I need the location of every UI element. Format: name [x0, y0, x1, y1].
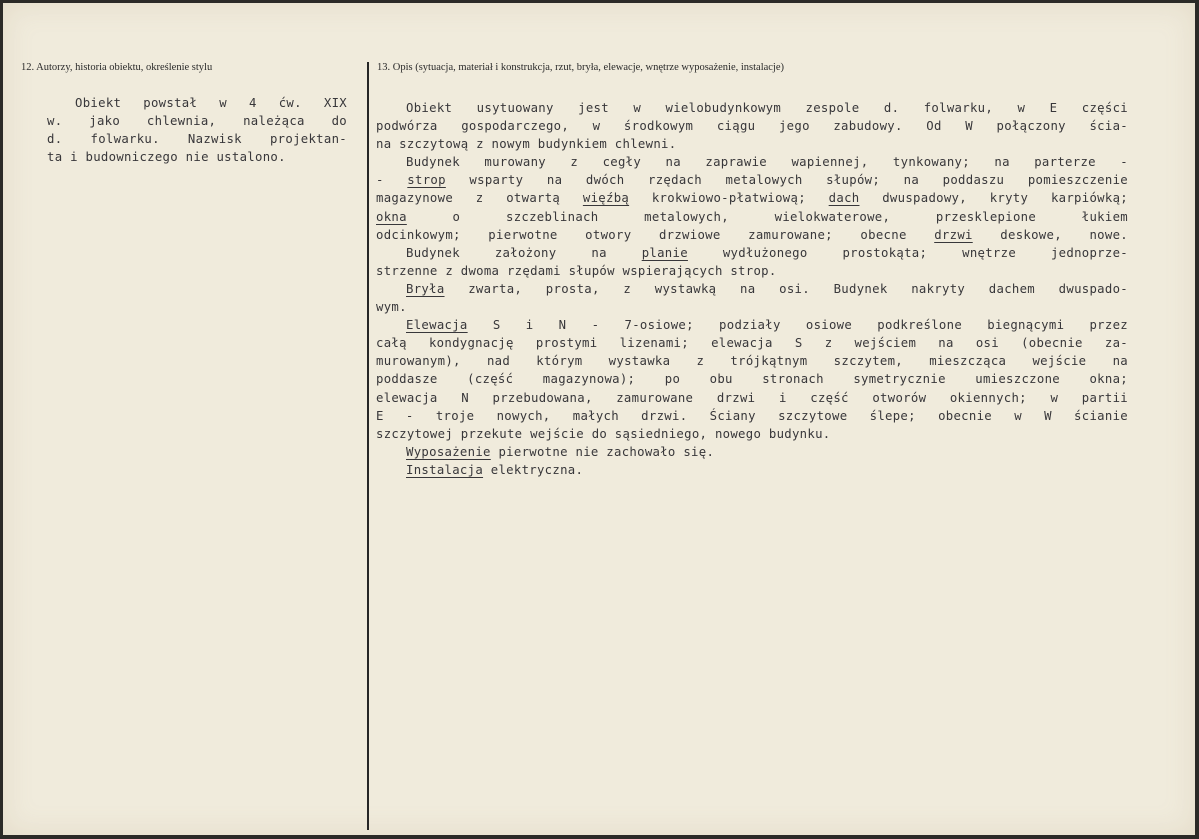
text-line [376, 226, 1128, 244]
text-line: poddasze (część magazynowa); po obu stronach symetrycznie umieszczone okna; [376, 372, 1128, 387]
underlined-term-elewacja: Elewacja [406, 318, 468, 333]
text-line [376, 443, 1128, 461]
underlined-term-okna: okna [376, 209, 407, 224]
underlined-term-wyposazenie: Wyposażenie [406, 444, 491, 459]
text-line: szczytowej przekute wejście do sąsiedniego, nowego budynku. [376, 426, 831, 441]
text-line [376, 244, 1128, 262]
text-line: ta i budowniczego nie ustalono. [47, 150, 286, 165]
text-line [376, 280, 1128, 298]
text-line: d. folwarku. Nazwisk projektan- [47, 132, 347, 147]
text-run: deskowe, nowe. [972, 227, 1128, 242]
section-12-heading: 12. Autorzy, historia obiektu, określenie stylu [21, 62, 213, 73]
text-run: Budynek założony na [406, 245, 642, 260]
text-run: wydłużonego prostokąta; wnętrze jednoprze- [687, 245, 1128, 260]
text-line: E - troje nowych, małych drzwi. Ściany szczytowe ślepe; obecnie w W ścianie [376, 408, 1128, 423]
text-line [376, 461, 1128, 479]
text-run: S i N - 7-osiowe; podziały osiowe podkreślone biegnącymi przez [467, 318, 1128, 333]
text-line: elewacja N przebudowana, zamurowane drzwi i część otworów okiennych; w partii [376, 390, 1128, 405]
text-run: pierwotne nie zachowało się. [490, 444, 715, 459]
underlined-term-wiezba: więźbą [582, 191, 630, 206]
text-run: magazynowe z otwartą [376, 191, 583, 206]
section-13-heading: 13. Opis (sytuacja, materiał i konstrukcja, rzut, bryła, elewacje, wnętrze wyposażenie, instalacje) [377, 62, 785, 73]
text-line: strzenne z dwoma rzędami słupów wspierających strop. [376, 263, 777, 278]
text-line [376, 171, 1128, 189]
text-run: elektryczna. [483, 462, 584, 477]
text-line [376, 316, 1128, 334]
section-12-text [47, 94, 347, 166]
text-line: całą kondygnację prostymi lizenami; elewacja S z wejściem na osi (obecnie za- [376, 336, 1128, 351]
text-line: wym. [376, 300, 407, 315]
underlined-term-dach: dach [828, 191, 860, 206]
section-13-text [376, 99, 1128, 479]
column-divider [367, 62, 369, 830]
text-run: o szczeblinach metalowych, wielokwaterowe, przesklepione łukiem [406, 209, 1128, 224]
text-line: w. jako chlewnia, należąca do [47, 114, 347, 129]
text-line: Obiekt powstał w 4 ćw. XIX [75, 96, 347, 110]
text-line: Budynek murowany z cegły na zaprawie wapiennej, tynkowany; na parterze - [406, 155, 1128, 170]
underlined-term-bryla: Bryła [406, 281, 445, 296]
text-line [376, 189, 1128, 207]
underlined-term-planie: planie [641, 245, 688, 260]
underlined-term-strop: strop [407, 173, 446, 188]
underlined-term-instalacja: Instalacja [406, 462, 484, 477]
text-line: murowanym), nad którym wystawka z trójkątnym szczytem, mieszcząca wejście na [376, 354, 1128, 369]
text-line: Obiekt usytuowany jest w wielobudynkowym zespole d. folwarku, w E części [406, 101, 1128, 115]
text-run: zwarta, prosta, z wystawką na osi. Budynek nakryty dachem dwuspado- [444, 281, 1128, 296]
text-line: podwórza gospodarczego, w środkowym ciągu jego zabudowy. Od W połączony ścia- [376, 119, 1128, 134]
text-run: odcinkowym; pierwotne otwory drzwiowe zamurowane; obecne [376, 227, 935, 242]
text-line [376, 208, 1128, 226]
text-run: dwuspadowy, kryty karpiówką; [859, 191, 1128, 206]
text-line: na szczytową z nowym budynkiem chlewni. [376, 137, 677, 152]
text-run: wsparty na dwóch rzędach metalowych słupów; na poddaszu pomieszczenie [445, 173, 1128, 188]
underlined-term-drzwi: drzwi [934, 227, 973, 242]
text-run: krokwiowo-płatwiową; [629, 191, 829, 206]
text-run: - [376, 173, 408, 188]
